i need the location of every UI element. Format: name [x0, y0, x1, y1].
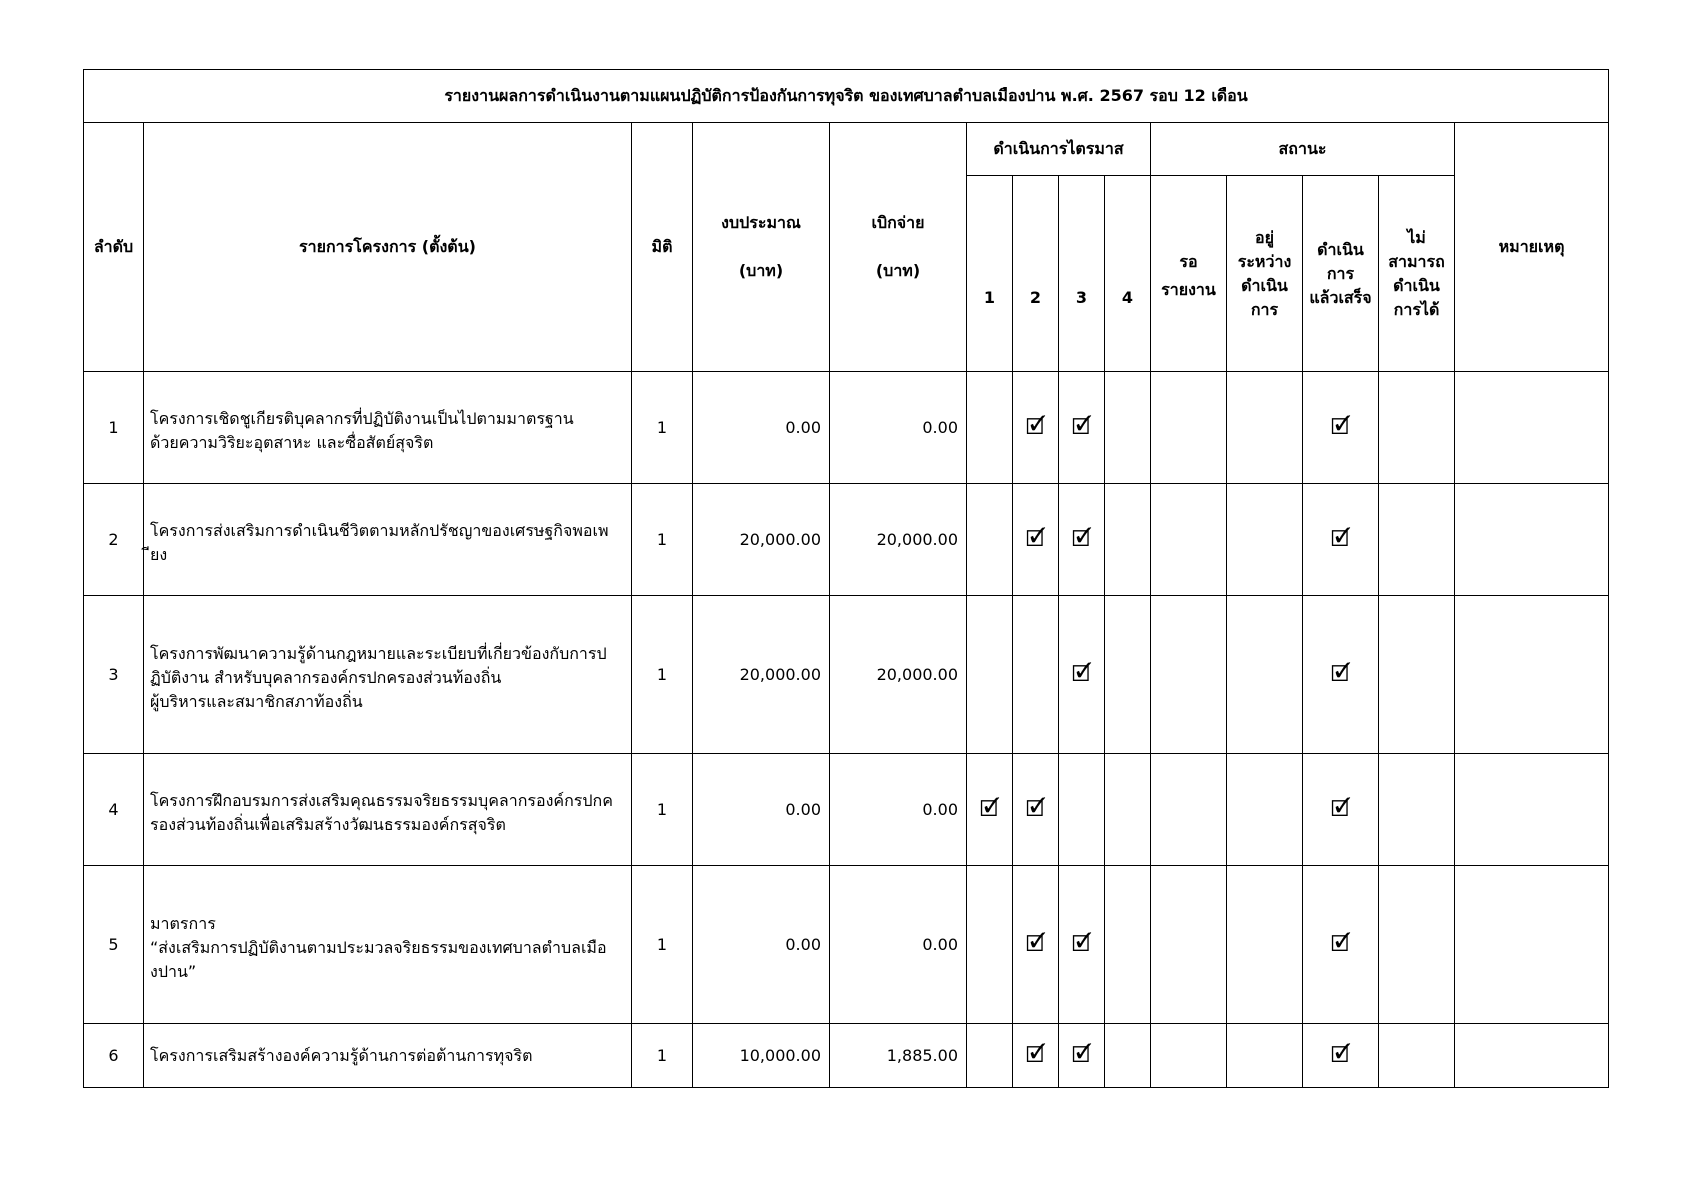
checkbox-checked-icon: 🗹 — [1330, 931, 1351, 957]
remark-cell — [1455, 372, 1609, 484]
remark-cell — [1455, 484, 1609, 596]
project-name — [144, 866, 632, 1024]
project-name-line: รองส่วนท้องถิ่นเพื่อเสริมสร้างวัฒนธรรมองค์กรสุจริต — [150, 814, 506, 834]
status-unable-line1: ไม่ — [1407, 227, 1426, 247]
header-spent-line2: (บาท) — [875, 261, 921, 280]
checkbox-checked-icon: 🗹 — [1071, 414, 1092, 440]
status-in-progress-line3: ดำเนิน — [1241, 275, 1288, 295]
status-done-cell — [1303, 596, 1379, 754]
row-number: 6 — [84, 1024, 144, 1088]
status-in-progress-line1: อยู่ — [1255, 227, 1274, 247]
spent-cell: 0.00 — [830, 866, 967, 1024]
header-budget — [693, 123, 830, 372]
header-budget-line2: (บาท) — [738, 261, 784, 280]
checkbox-checked-icon: 🗹 — [1071, 931, 1092, 957]
header-status-in-progress — [1227, 176, 1303, 372]
status-in-progress-cell — [1227, 372, 1303, 484]
status-done-line1: ดำเนิน — [1317, 239, 1364, 259]
status-in-progress-cell — [1227, 1024, 1303, 1088]
status-done-line3: แล้วเสร็จ — [1309, 287, 1372, 307]
status-done-cell — [1303, 754, 1379, 866]
budget-cell: 20,000.00 — [693, 596, 830, 754]
row-number: 5 — [84, 866, 144, 1024]
checkbox-checked-icon: 🗹 — [1330, 796, 1351, 822]
budget-cell: 10,000.00 — [693, 1024, 830, 1088]
spent-cell: 0.00 — [830, 754, 967, 866]
quarter-3-cell — [1059, 372, 1105, 484]
report-title: รายงานผลการดำเนินงานตามแผนปฏิบัติการป้องกันการทุจริต ของเทศบาลตำบลเมืองปาน พ.ศ. 2567 รอบ 12 เดือน — [84, 70, 1609, 123]
checkbox-checked-icon: 🗹 — [1025, 526, 1046, 552]
checkbox-checked-icon: 🗹 — [1025, 1042, 1046, 1068]
project-name-line: มาตรการ — [150, 913, 216, 933]
remark-cell — [1455, 1024, 1609, 1088]
budget-cell: 0.00 — [693, 372, 830, 484]
project-name — [144, 596, 632, 754]
status-waiting-cell — [1151, 596, 1227, 754]
project-name-line: ด้วยความวิริยะอุตสาหะ และซื่อสัตย์สุจริต — [150, 432, 434, 452]
quarter-3-cell — [1059, 484, 1105, 596]
budget-cell: 0.00 — [693, 754, 830, 866]
checkbox-checked-icon: 🗹 — [1330, 414, 1351, 440]
quarter-1-cell — [967, 754, 1013, 866]
checkbox-checked-icon: 🗹 — [1330, 661, 1351, 687]
status-unable-line2: สามารถ — [1388, 251, 1445, 271]
header-status-unable — [1379, 176, 1455, 372]
project-name — [144, 1024, 632, 1088]
project-name-line: ฏิบัติงาน สำหรับบุคลากรองค์กรปกครองส่วนท้องถิ่น — [150, 667, 502, 687]
quarter-1-cell — [967, 596, 1013, 754]
project-name-line: โครงการส่งเสริมการดำเนินชีวิตตามหลักปรัชญาของเศรษฐกิจพอเพ — [150, 520, 609, 540]
quarter-2-cell — [1013, 1024, 1059, 1088]
quarter-2-cell — [1013, 754, 1059, 866]
status-waiting-cell — [1151, 1024, 1227, 1088]
status-done-line2: การ — [1326, 263, 1355, 283]
status-waiting-cell — [1151, 754, 1227, 866]
header-order: ลำดับ — [84, 123, 144, 372]
dimension-cell: 1 — [632, 1024, 693, 1088]
status-unable-line3: ดำเนิน — [1393, 275, 1440, 295]
checkbox-checked-icon: 🗹 — [1071, 526, 1092, 552]
checkbox-checked-icon: 🗹 — [1330, 526, 1351, 552]
quarter-1-cell — [967, 866, 1013, 1024]
header-quarter-2: 2 — [1013, 176, 1059, 372]
quarter-1-cell — [967, 484, 1013, 596]
checkbox-checked-icon: 🗹 — [979, 796, 1000, 822]
quarter-3-cell — [1059, 596, 1105, 754]
header-remark: หมายเหตุ — [1455, 123, 1609, 372]
status-waiting-line1: รอ — [1179, 251, 1198, 271]
status-in-progress-cell — [1227, 866, 1303, 1024]
header-dimension: มิติ — [632, 123, 693, 372]
status-done-cell — [1303, 484, 1379, 596]
spent-cell: 20,000.00 — [830, 596, 967, 754]
quarter-2-cell — [1013, 596, 1059, 754]
status-unable-cell — [1379, 754, 1455, 866]
remark-cell — [1455, 596, 1609, 754]
project-name-line: โครงการฝึกอบรมการส่งเสริมคุณธรรมจริยธรรมบุคลากรองค์กรปกค — [150, 790, 613, 810]
quarter-2-cell — [1013, 484, 1059, 596]
dimension-cell: 1 — [632, 866, 693, 1024]
table-row — [84, 372, 1609, 484]
header-spent-line1: เบิกจ่าย — [871, 213, 925, 232]
header-quarter-4: 4 — [1105, 176, 1151, 372]
header-status-waiting — [1151, 176, 1227, 372]
status-unable-cell — [1379, 484, 1455, 596]
project-name-line: โครงการเชิดชูเกียรติบุคลากรที่ปฏิบัติงานเป็นไปตามมาตรฐาน — [150, 408, 574, 428]
header-quarter-1: 1 — [967, 176, 1013, 372]
quarter-3-cell — [1059, 866, 1105, 1024]
report-table — [83, 69, 1609, 1088]
checkbox-checked-icon: 🗹 — [1071, 1042, 1092, 1068]
header-status-done — [1303, 176, 1379, 372]
project-name-line: ียง — [150, 544, 168, 564]
quarter-4-cell — [1105, 596, 1151, 754]
status-done-cell — [1303, 372, 1379, 484]
status-waiting-cell — [1151, 372, 1227, 484]
status-done-cell — [1303, 866, 1379, 1024]
checkbox-checked-icon: 🗹 — [1025, 414, 1046, 440]
project-name — [144, 484, 632, 596]
dimension-cell: 1 — [632, 484, 693, 596]
row-number: 4 — [84, 754, 144, 866]
budget-cell: 0.00 — [693, 866, 830, 1024]
spent-cell: 20,000.00 — [830, 484, 967, 596]
status-unable-cell — [1379, 1024, 1455, 1088]
quarter-4-cell — [1105, 754, 1151, 866]
remark-cell — [1455, 866, 1609, 1024]
quarter-4-cell — [1105, 484, 1151, 596]
row-number: 1 — [84, 372, 144, 484]
project-name-line: งปาน” — [150, 961, 197, 981]
quarter-3-cell — [1059, 1024, 1105, 1088]
header-quarter-group: ดำเนินการไตรมาส — [967, 123, 1151, 176]
checkbox-checked-icon: 🗹 — [1025, 796, 1046, 822]
header-budget-line1: งบประมาณ — [721, 213, 801, 232]
quarter-4-cell — [1105, 372, 1151, 484]
status-waiting-cell — [1151, 484, 1227, 596]
quarter-4-cell — [1105, 1024, 1151, 1088]
status-in-progress-line4: การ — [1250, 299, 1279, 319]
status-waiting-line2: รายงาน — [1161, 279, 1216, 299]
status-unable-cell — [1379, 596, 1455, 754]
status-in-progress-cell — [1227, 484, 1303, 596]
project-name-line: ผู้บริหารและสมาชิกสภาท้องถิ่น — [150, 691, 363, 711]
table-row — [84, 484, 1609, 596]
status-done-cell — [1303, 1024, 1379, 1088]
checkbox-checked-icon: 🗹 — [1071, 661, 1092, 687]
remark-cell — [1455, 754, 1609, 866]
quarter-2-cell — [1013, 866, 1059, 1024]
quarter-1-cell — [967, 1024, 1013, 1088]
checkbox-checked-icon: 🗹 — [1330, 1042, 1351, 1068]
quarter-4-cell — [1105, 866, 1151, 1024]
table-row — [84, 866, 1609, 1024]
status-unable-cell — [1379, 866, 1455, 1024]
header-quarter-3: 3 — [1059, 176, 1105, 372]
quarter-1-cell — [967, 372, 1013, 484]
quarter-3-cell — [1059, 754, 1105, 866]
table-row — [84, 596, 1609, 754]
row-number: 2 — [84, 484, 144, 596]
project-name-line: โครงการพัฒนาความรู้ด้านกฎหมายและระเบียบที่เกี่ยวข้องกับการป — [150, 643, 607, 663]
dimension-cell: 1 — [632, 372, 693, 484]
table-row — [84, 754, 1609, 866]
project-name-line: “ส่งเสริมการปฏิบัติงานตามประมวลจริยธรรมของเทศบาลตำบลเมือ — [150, 937, 607, 957]
table-row — [84, 1024, 1609, 1088]
checkbox-checked-icon: 🗹 — [1025, 931, 1046, 957]
project-name — [144, 372, 632, 484]
header-project: รายการโครงการ (ตั้งต้น) — [144, 123, 632, 372]
status-waiting-cell — [1151, 866, 1227, 1024]
header-status-group: สถานะ — [1151, 123, 1455, 176]
row-number: 3 — [84, 596, 144, 754]
quarter-2-cell — [1013, 372, 1059, 484]
dimension-cell: 1 — [632, 754, 693, 866]
status-unable-line4: การได้ — [1393, 299, 1440, 319]
status-in-progress-cell — [1227, 754, 1303, 866]
project-name — [144, 754, 632, 866]
dimension-cell: 1 — [632, 596, 693, 754]
header-spent — [830, 123, 967, 372]
spent-cell: 0.00 — [830, 372, 967, 484]
status-unable-cell — [1379, 372, 1455, 484]
status-in-progress-cell — [1227, 596, 1303, 754]
status-in-progress-line2: ระหว่าง — [1237, 251, 1292, 271]
spent-cell: 1,885.00 — [830, 1024, 967, 1088]
project-name-line: โครงการเสริมสร้างองค์ความรู้ด้านการต่อต้านการทุจริต — [150, 1045, 533, 1065]
budget-cell: 20,000.00 — [693, 484, 830, 596]
